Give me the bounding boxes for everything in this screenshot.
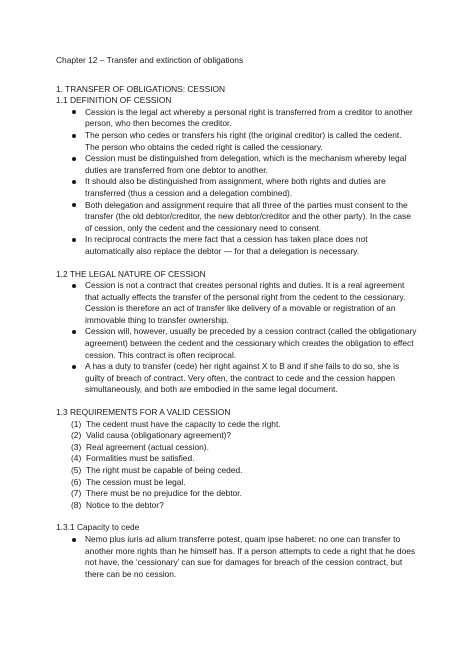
- list-item: [71, 430, 418, 442]
- list-item: [71, 488, 418, 500]
- bullet-list: [56, 534, 418, 580]
- item-number: (8): [71, 499, 82, 510]
- list-item: Nemo plus iuris ad alium transferre potest, quam ipse haberet: no one can transfer to another more rights than he himself has. If a person attempts to cede a right that he does not have, the ‘cessionary’ can sue for damages for breach of the cession contract, but there can be no cession.: [85, 534, 418, 580]
- bullet-list: [56, 280, 418, 396]
- item-text: There must be no prejudice for the debtor.: [86, 488, 242, 499]
- section-capacity: [56, 522, 418, 580]
- list-item: [71, 476, 418, 489]
- section-definition: [56, 84, 418, 258]
- list-item: In reciprocal contracts the mere fact that a cession has taken place does not automatically also replace the debtor — for that a delegation is necessary.: [85, 234, 418, 257]
- list-item: [71, 441, 418, 454]
- list-item: Cession is the legal act whereby a personal right is transferred from a creditor to another person, who then becomes the creditor.: [85, 107, 418, 130]
- item-text: Formalities must be satisfied.: [86, 453, 195, 464]
- item-number: (5): [71, 465, 82, 475]
- list-item: A has a duty to transfer (cede) her right against X to B and if she fails to do so, she is guilty of breach of contract. Very often, the contract to cede and the cession happen simultaneously, and both are embodied in the same legal document.: [85, 361, 418, 396]
- item-text: Real agreement (actual cession).: [86, 441, 209, 452]
- subsection-heading: 1.1 DEFINITION OF CESSION: [56, 95, 172, 106]
- list-item: [71, 418, 418, 431]
- item-text: Valid causa (obligationary agreement)?: [86, 430, 232, 441]
- subsection-heading: 1.2 THE LEGAL NATURE OF CESSION: [56, 268, 206, 279]
- item-text: The cedent must have the capacity to cede the right.: [86, 418, 281, 429]
- subsection-heading: 1.3.1 Capacity to cede: [56, 522, 140, 533]
- numbered-list: [56, 419, 418, 512]
- item-text: The right must be capable of being ceded.: [86, 465, 243, 475]
- list-item: [71, 499, 418, 512]
- list-item: Both delegation and assignment require that all three of the parties must consent to the transfer (the old debtor/creditor, the new debtor/creditor and the other party). In the case of cession, only the cedent and the cessionary need to consent.: [85, 200, 418, 235]
- chapter-title: Chapter 12 – Transfer and extinction of obligations: [56, 55, 244, 65]
- item-number: (7): [71, 488, 82, 499]
- item-number: (6): [71, 476, 82, 487]
- section-heading: 1. TRANSFER OF OBLIGATIONS: CESSION: [56, 83, 226, 94]
- subsection-heading: 1.3 REQUIREMENTS FOR A VALID CESSION: [56, 407, 231, 418]
- bullet-list: [56, 107, 418, 258]
- item-text: Notice to the debtor?: [86, 499, 164, 510]
- item-number: (2): [71, 430, 82, 441]
- list-item: Cession will, however, usually be preceded by a cession contract (called the obligationary agreement) between the cedent and the cessionary which creates the obligation to effect cession. This contract is often reciprocal.: [85, 326, 417, 360]
- list-item: Cession is not a contract that creates personal rights and duties. It is a real agreement that actually effects the transfer of the personal right from the cedent to the cessionary. Cession is therefore an act of transfer like delivery of a movable or registration of an immovable thing to transfer ownership.: [85, 280, 418, 326]
- item-number: (1): [71, 418, 82, 429]
- list-item: [71, 465, 418, 477]
- item-text: The cession must be legal.: [86, 476, 186, 487]
- document-page: [56, 55, 418, 591]
- section-requirements: [56, 407, 418, 511]
- list-item: It should also be distinguished from assignment, where both rights and duties are transferred (thus a cession and a delegation combined).: [85, 176, 418, 199]
- section-legal-nature: [56, 269, 418, 397]
- list-item: Cession must be distinguished from delegation, which is the mechanism whereby legal duties are transferred from one debtor to another.: [85, 153, 418, 176]
- item-number: (3): [71, 441, 82, 452]
- list-item: The person who cedes or transfers his right (the original creditor) is called the cedent. The person who obtains the ceded right is called the cessionary.: [85, 130, 418, 153]
- item-number: (4): [71, 453, 82, 464]
- list-item: [71, 453, 418, 465]
